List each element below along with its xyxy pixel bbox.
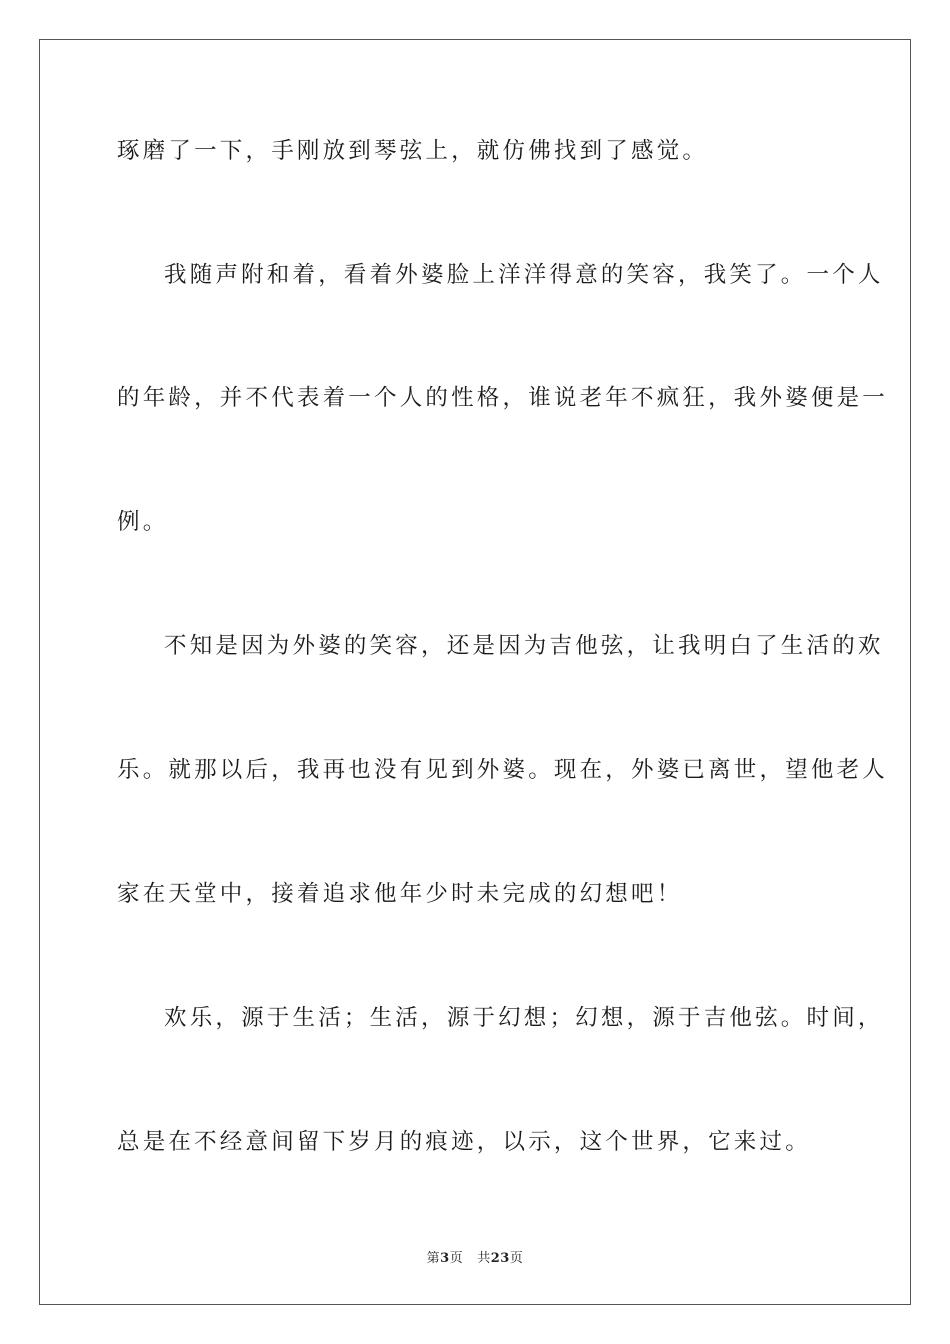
page-label-suffix: 页 [449,1251,464,1266]
total-label-suffix: 页 [509,1251,524,1266]
total-page-count: 23 [490,1251,510,1266]
page-label-prefix: 第 [426,1251,441,1266]
body-text-line: 琢磨了一下，手刚放到琴弦上，就仿佛找到了感觉。 [117,138,709,164]
page-footer [0,1247,950,1266]
body-text-line: 不知是因为外婆的笑容，还是因为吉他弦，让我明白了生活的欢 [164,633,884,659]
page-border [39,39,911,1305]
body-text-line: 例。 [117,509,169,535]
current-page-number: 3 [440,1251,450,1266]
body-text-line: 家在天堂中，接着追求他年少时未完成的幻想吧！ [117,881,683,907]
body-text-line: 的年龄，并不代表着一个人的性格，谁说老年不疯狂，我外婆便是一 [117,385,889,411]
body-text-line: 总是在不经意间留下岁月的痕迹，以示，这个世界，它来过。 [117,1129,811,1155]
total-label-prefix: 共 [477,1251,491,1266]
body-text-line: 乐。就那以后，我再也没有见到外婆。现在，外婆已离世，望他老人 [117,757,889,783]
body-text-line: 欢乐，源于生活；生活，源于幻想；幻想，源于吉他弦。时间， [164,1005,884,1031]
body-text-line: 我随声附和着，看着外婆脸上洋洋得意的笑容，我笑了。一个人 [164,262,884,288]
